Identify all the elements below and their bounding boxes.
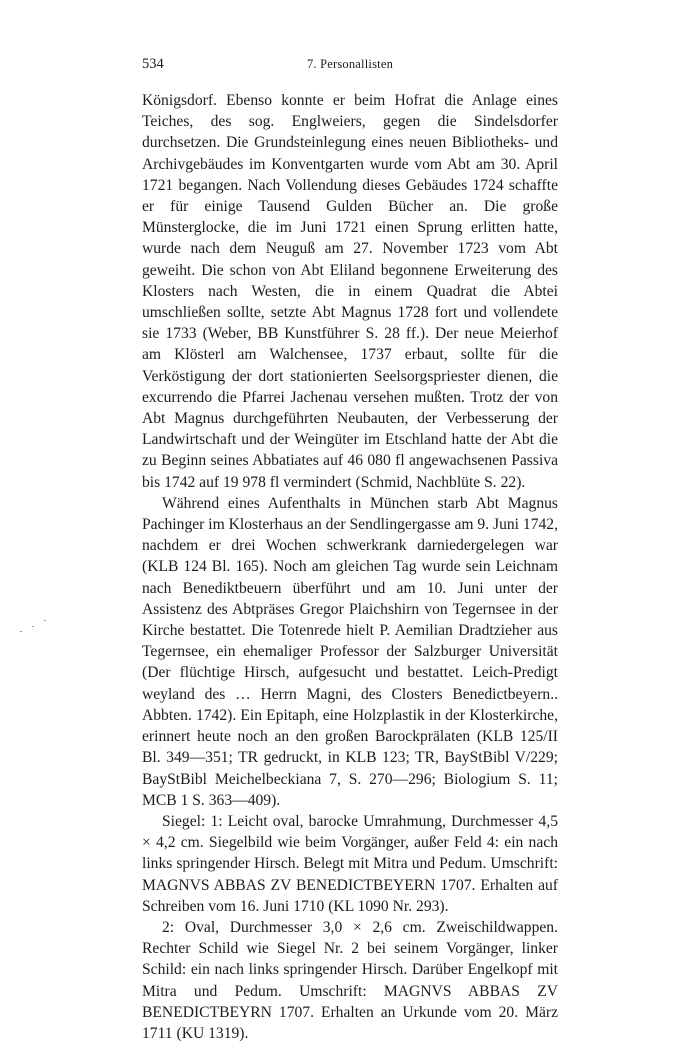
page-header [142, 56, 558, 76]
page-number: 534 [142, 56, 164, 72]
scan-speck [20, 631, 22, 632]
paragraph: Siegel: 1: Leicht oval, barocke Umrahmung, Durchmesser 4,5 × 4,2 cm. Siegelbild wie beim Vorgänger, außer Feld 4: ein nach links springender Hirsch. Belegt mit Mitra und Pedum. Umschrift: MAGNVS ABBAS ZV BENEDICTBEYERN 1707. Erhalten auf Schreiben vom 16. Juni 1710 (KL 1090 Nr. 293). [142, 812, 558, 915]
paragraph: Während eines Aufenthalts in München starb Abt Magnus Pachinger im Klosterhaus an der Sendlingergasse am 9. Juni 1742, nachdem er drei Wochen schwerkrank darniedergelegen war (KLB 124 Bl. 165). Noch am gleichen Tag wurde sein Leichnam nach Benediktbeuern überführt und am 10. Juni unter der Assistenz des Abtpräses Gregor Plaichshirn von Tegernsee in der Kirche bestattet. Die Totenrede hielt P. Aemilian Dradtzieher aus Tegernsee, ein ehemaliger Professor der Salzburger Universität (Der flüchtige Hirsch, aufgesucht und bestattet. Leich-Predigt weyland des … Herrn Magni, des Closters Benedictbeyern.. Abbten. 1742). Ein Epitaph, eine Holzplastik in der Klosterkirche, erinnert heute noch an den großen Barockprälaten (KLB 125/II Bl. 349—351; TR gedruckt, in KLB 123; TR, BayStBibl V/229; BayStBibl Meichelbeckiana 7, S. 270—296; Biologium S. 11; MCB 1 S. 363—409). [142, 494, 558, 809]
scan-speck [44, 620, 46, 621]
paragraph: Königsdorf. Ebenso konnte er beim Hofrat die Anlage eines Teiches, des sog. Englweiers, gegen die Sindelsdorfer durchsetzen. Die Grundsteinlegung eines neuen Bibliotheks- und Archivgebäudes im Konventgarten wurde vom Abt am 30. April 1721 begangen. Nach Vollendung dieses Gebäudes 1724 schaffte er für einige Tausend Gulden Bücher an. Die große Münsterglocke, die im Juni 1721 einen Sprung erlitten hatte, wurde nach dem Neuguß am 27. November 1723 vom Abt geweiht. Die schon von Abt Eliland begonnene Erweiterung des Klosters nach Westen, die in einem Quadrat die Abtei umschließen sollte, setzte Abt Magnus 1728 fort und vollendete sie 1733 (Weber, BB Kunstführer S. 28 ff.). Der neue Meierhof am Klösterl am Walchensee, 1737 erbaut, sollte für die Verköstigung der dort stationierten Seelsorgspriester dienen, die excurrendo die Pfarrei Jachenau versehen mußten. Trotz der von Abt Magnus durchgeführten Neubauten, der Verbesserung der Landwirtschaft und der Weingüter im Etschland hatte der Abt die zu Beginn seines Abbatiates auf 46 080 fl angewachsenen Passiva bis 1742 auf 19 978 fl vermindert (Schmid, Nachblüte S. 22). [142, 92, 558, 491]
scan-speck [32, 626, 34, 627]
running-head: 7. Personallisten [306, 57, 394, 71]
paragraph: 2: Oval, Durchmesser 3,0 × 2,6 cm. Zweischildwappen. Rechter Schild wie Siegel Nr. 2 bei seinem Vorgänger, linker Schild: ein nach links springender Hirsch. Darüber Engelkopf mit Mitra und Pedum. Umschrift: MAGNVS ABBAS ZV BENEDICTBEYRN 1707. Erhalten an Urkunde vom 20. März 1711 (KU 1319). [142, 918, 558, 1042]
body-text [142, 90, 558, 1044]
